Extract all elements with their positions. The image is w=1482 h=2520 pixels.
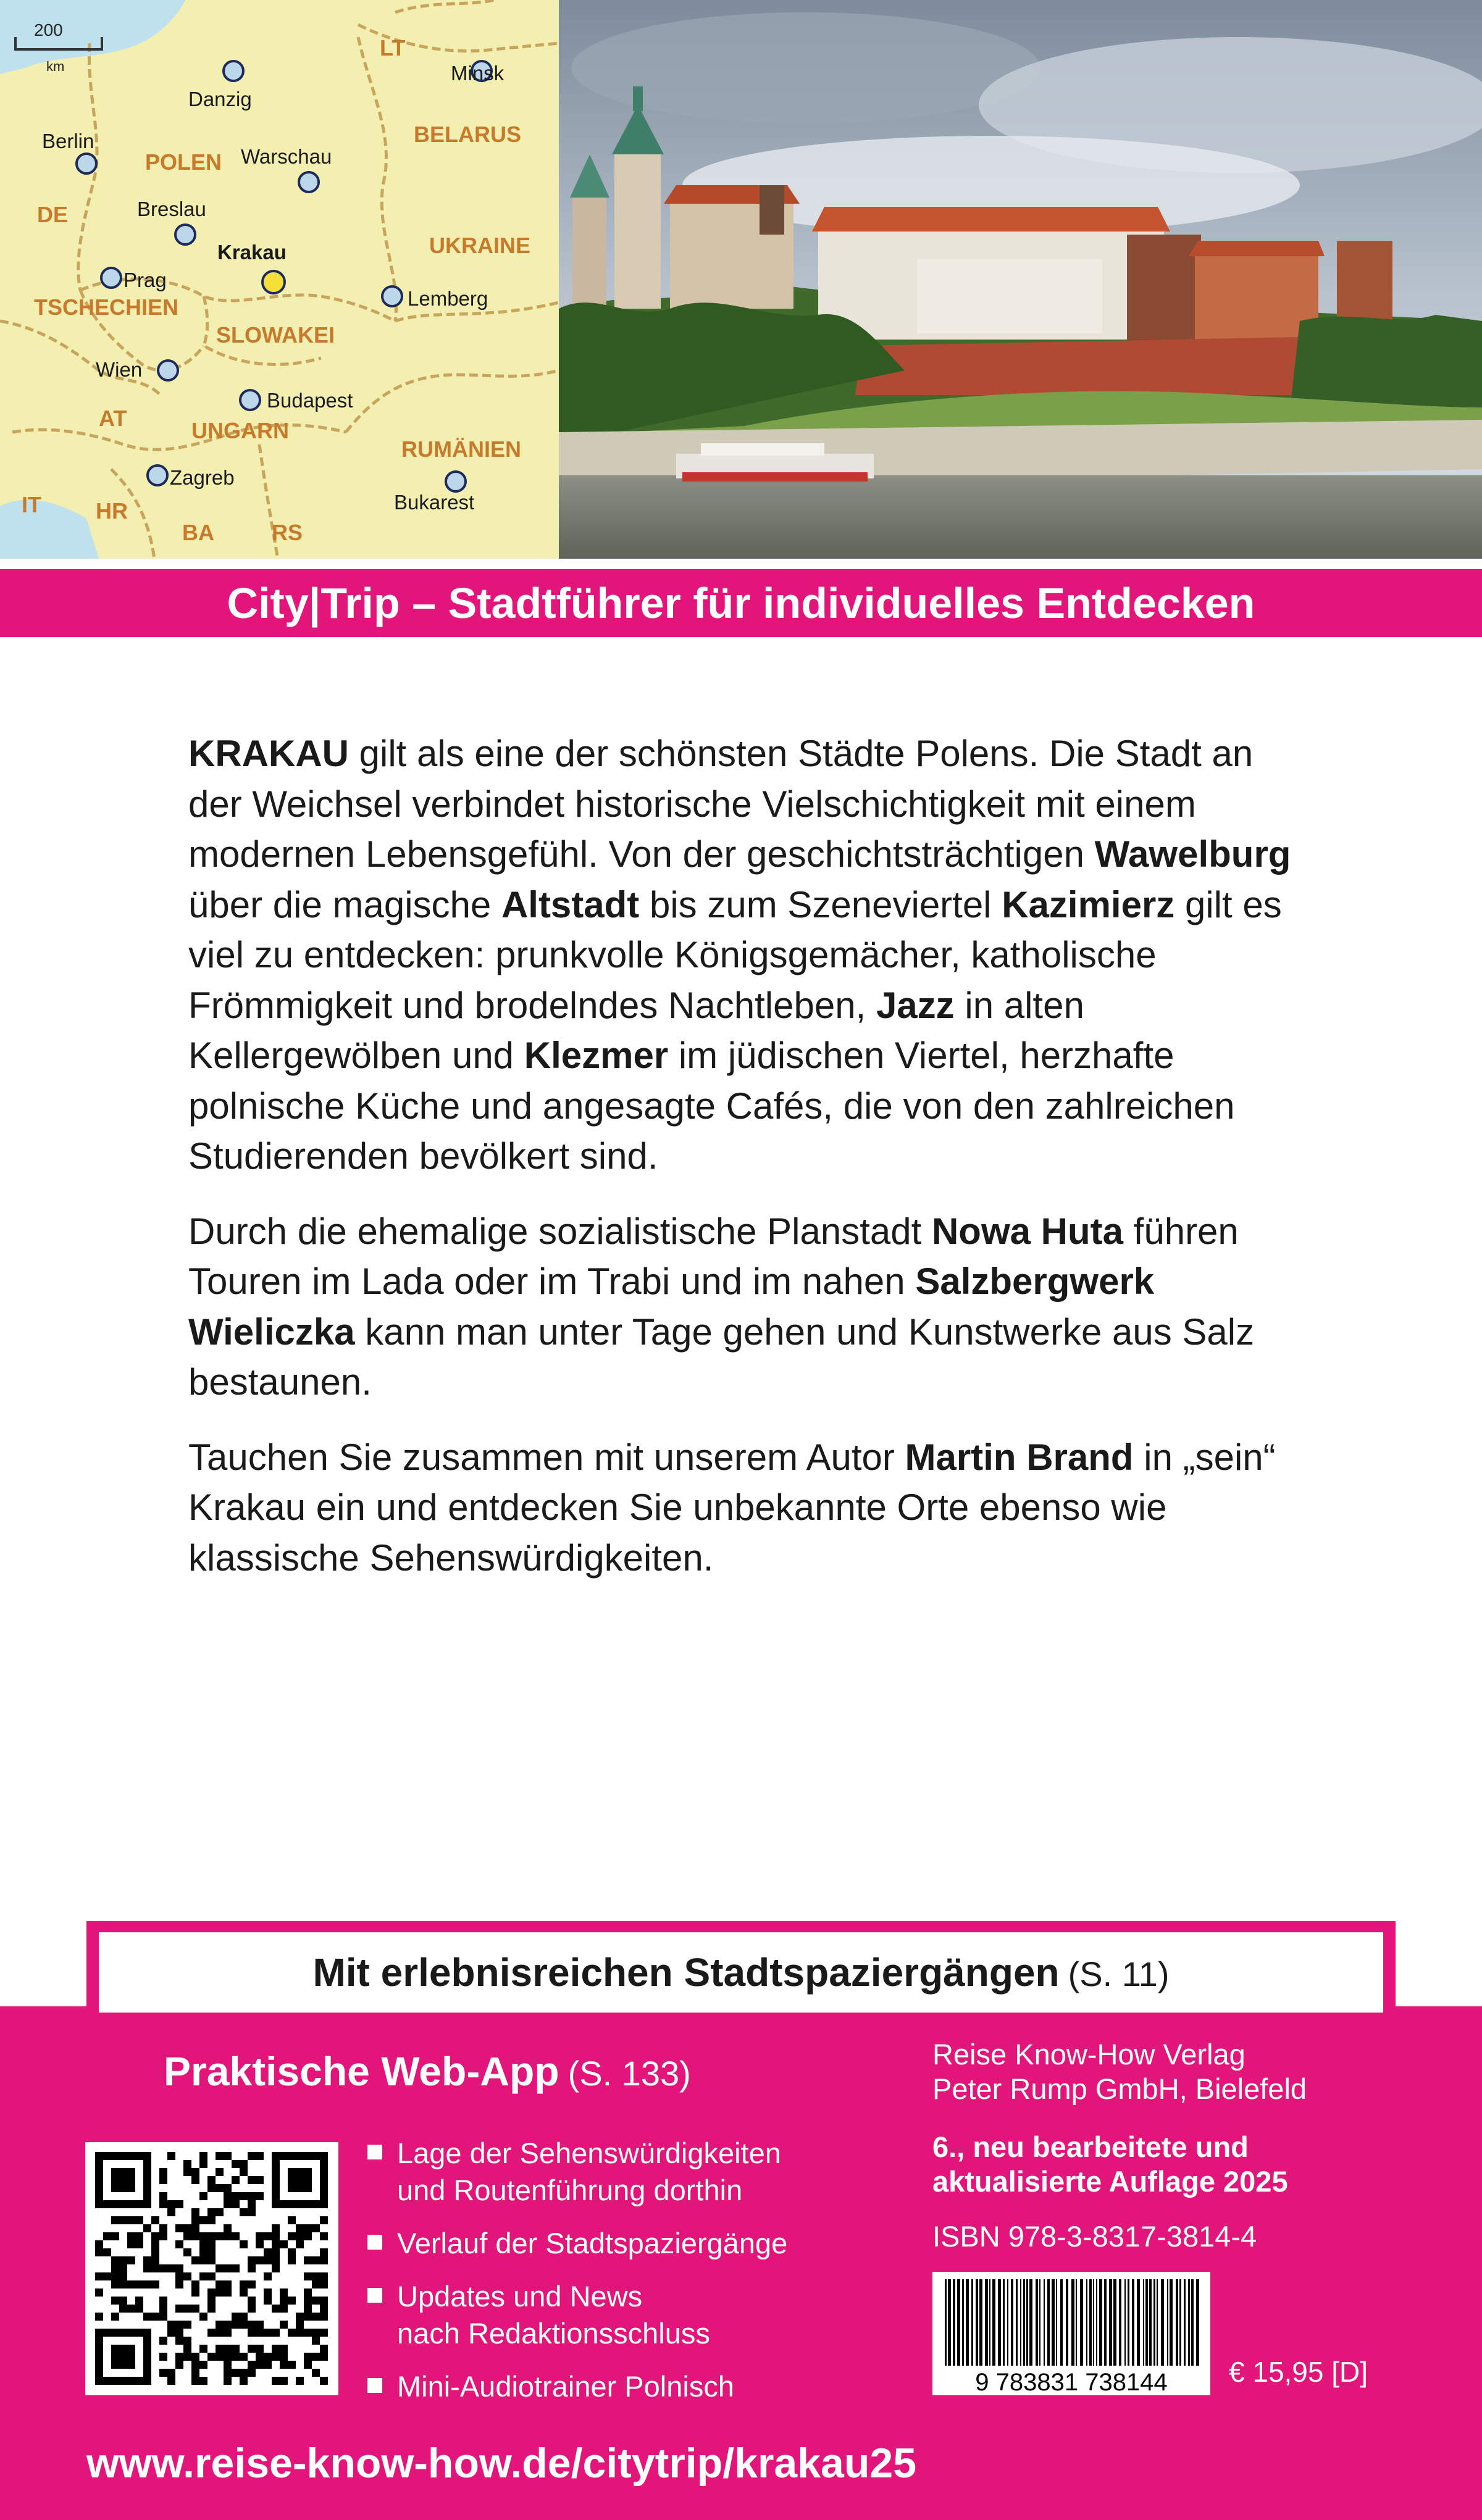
price: € 15,95 [D] [1229, 2356, 1368, 2388]
city-minsk: Minsk [451, 62, 504, 85]
intro-text [188, 728, 1300, 1608]
square-bullet-icon [367, 2145, 382, 2159]
city-breslau: Breslau [137, 198, 206, 220]
edition-line-1: 6., neu bearbeitete und [932, 2130, 1249, 2163]
walks-banner-text [99, 1932, 1383, 2013]
feature-item [367, 2225, 923, 2262]
square-bullet-icon [367, 2378, 382, 2393]
country-rumaenien: RUMÄNIEN [401, 436, 521, 462]
map-graphic [0, 0, 559, 559]
square-bullet-icon [367, 2235, 382, 2250]
webapp-heading [164, 2037, 691, 2105]
ean-barcode [932, 2272, 1210, 2395]
country-belarus: BELARUS [414, 122, 522, 147]
photo-illustration [559, 0, 1482, 559]
edition-line-2: aktualisierte Auflage 2025 [932, 2165, 1288, 2198]
qr-code[interactable] [85, 2142, 338, 2395]
country-polen: POLEN [145, 149, 222, 175]
webapp-title: Praktische Web-App [164, 2048, 559, 2094]
wawel-castle-photo [559, 0, 1482, 559]
country-ukraine: UKRAINE [429, 233, 531, 258]
intro-paragraph-1: KRAKAU gilt als eine der schönsten Städte Polens. Die Stadt an der Weichsel verbindet historische Vielschichtigkeit mit einem modernen Lebensgefühl. Von der geschichtsträchtigen Wawelburg über die magische Altstadt bis zum Szeneviertel Kazimierz gilt es viel zu entdecken: prunkvolle Königsgemächer, katholische Frömmigkeit und brodelndes Nachtleben, Jazz in alten Kellergewölben und Klezmer im jüdischen Viertel, herzhafte polnische Küche und angesagte Cafés, die von den zahlreichen Studierenden bevölkert sind. [188, 733, 1291, 1177]
city-krakau: Krakau [217, 241, 287, 264]
qr-code-icon [85, 2142, 338, 2395]
country-de: DE [37, 202, 69, 227]
feature-item [367, 2278, 923, 2352]
country-hr: HR [96, 498, 128, 524]
feature-text: Mini-Audiotrainer Polnisch [397, 2370, 734, 2403]
city-budapest: Budapest [267, 389, 353, 412]
feature-item [367, 2368, 923, 2405]
country-it: IT [22, 492, 41, 517]
website-link[interactable]: www.reise-know-how.de/citytrip/krakau25 [86, 2440, 917, 2487]
barcode-icon [932, 2272, 1210, 2395]
city-zagreb: Zagreb [170, 466, 235, 489]
city-danzig: Danzig [188, 88, 252, 111]
edition-info [932, 2130, 1439, 2199]
country-lt: LT [380, 35, 406, 60]
walks-label: Mit erlebnisreichen Stadtspaziergängen [312, 1950, 1060, 1995]
scale-unit: km [46, 59, 65, 74]
city-berlin: Berlin [42, 130, 94, 152]
feature-text: Verlauf der Stadtspaziergänge [397, 2227, 788, 2259]
country-at: AT [99, 406, 127, 431]
country-tschechien: TSCHECHIEN [34, 294, 179, 320]
country-slowakei: SLOWAKEI [216, 322, 335, 348]
intro-paragraph-3: Tauchen Sie zusammen mit unserem Autor Martin Brand in „sein“ Krakau ein und entdecken Sie unbekannte Orte ebenso wie klassische Sehenswürdigkeiten. [188, 1436, 1276, 1579]
webapp-feature-list [367, 2135, 923, 2421]
country-ungarn: UNGARN [191, 418, 289, 443]
city-lemberg: Lemberg [408, 287, 488, 310]
isbn: ISBN 978-3-8317-3814-4 [932, 2220, 1257, 2253]
region-map [0, 0, 559, 559]
city-warschau: Warschau [241, 145, 332, 168]
square-bullet-icon [367, 2288, 382, 2303]
scale-value: 200 [34, 20, 63, 40]
city-bukarest: Bukarest [394, 491, 475, 514]
barcode-digits: 9 783831 738144 [975, 2369, 1168, 2395]
publisher-company: Peter Rump GmbH, Bielefeld [932, 2072, 1307, 2105]
city-prag: Prag [124, 269, 167, 291]
intro-paragraph-2: Durch die ehemalige sozialistische Planstadt Nowa Huta führen Touren im Lada oder im Trabi und im nahen Salzbergwerk Wieliczka kann man unter Tage gehen und Kunstwerke aus Salz bestaunen. [188, 1210, 1255, 1403]
feature-item [367, 2135, 923, 2209]
feature-text: Lage der Sehenswürdigkeiten und Routenführung dorthin [397, 2137, 781, 2206]
walks-page-ref: (S. 11) [1068, 1955, 1170, 1993]
series-tagline: City|Trip – Stadtführer für individuelles Entdecken [227, 579, 1255, 627]
country-ba: BA [182, 520, 214, 545]
city-wien: Wien [96, 358, 143, 381]
feature-text: Updates und News nach Redaktionsschluss [397, 2280, 710, 2350]
webapp-page-ref: (S. 133) [567, 2054, 691, 2093]
publisher-info [932, 2037, 1439, 2106]
publisher-name: Reise Know-How Verlag [932, 2038, 1245, 2071]
country-rs: RS [272, 520, 303, 545]
